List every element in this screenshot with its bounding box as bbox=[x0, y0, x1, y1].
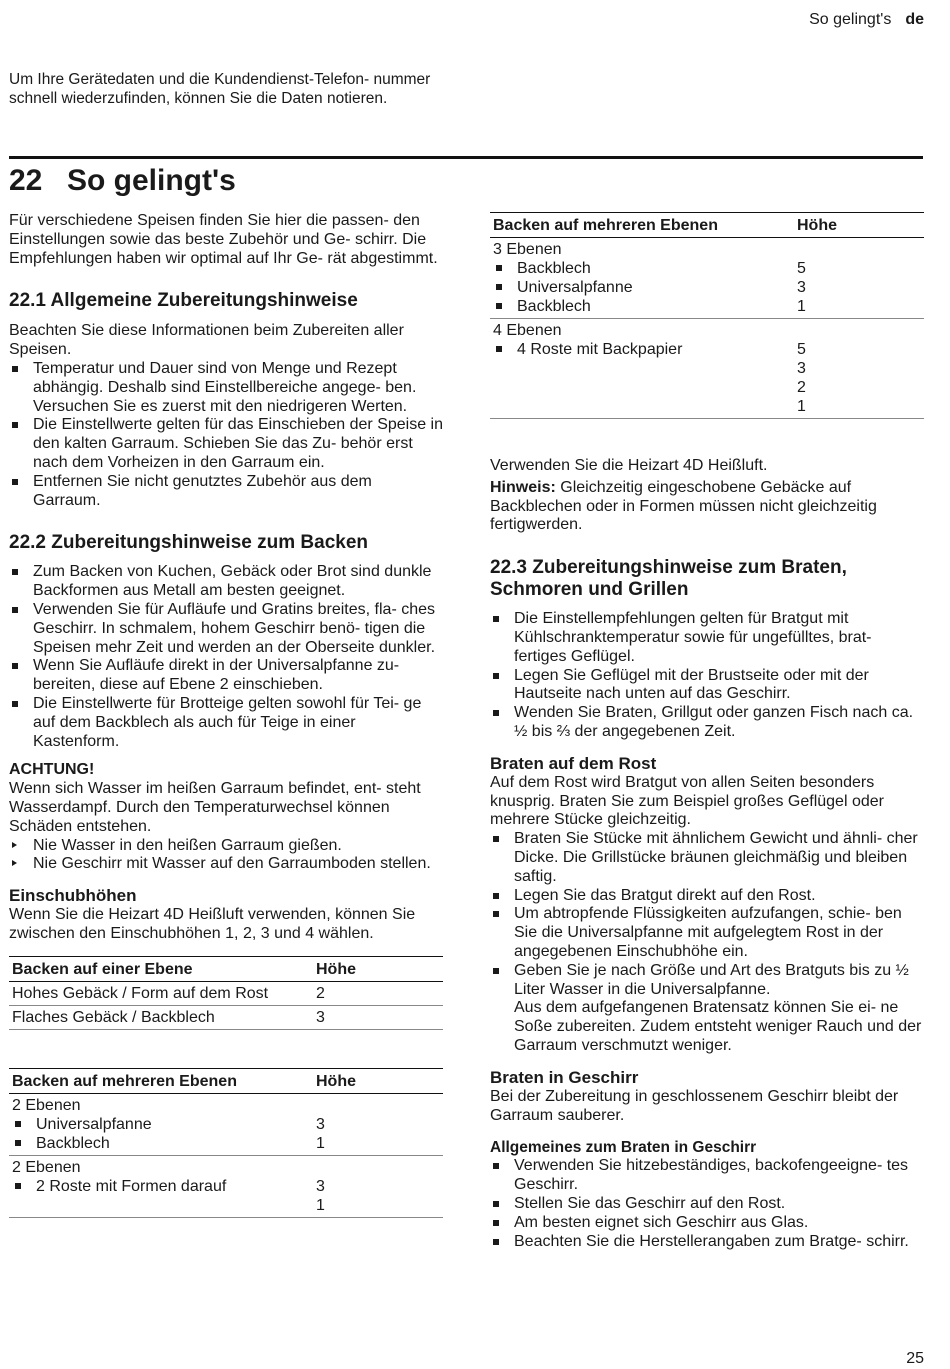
list-item: Verwenden Sie für Aufläufe und Gratins breites, fla- ches Geschirr. In schmalem, hohem Geschirr benö- tigen die Speisen mehr Zeit und werden an der Oberseite dunkler. bbox=[9, 601, 443, 657]
warning-text: Wenn sich Wasser im heißen Garraum befindet, ent- steht Wasserdampf. Durch den Temperaturwechsel können Schäden entstehen. bbox=[9, 780, 421, 835]
chapter-title bbox=[9, 162, 236, 200]
level-value: 3 bbox=[316, 1177, 325, 1195]
warning-list bbox=[9, 837, 443, 875]
table-cell bbox=[490, 238, 794, 319]
list-item: Backblech bbox=[493, 297, 791, 316]
table-row bbox=[490, 319, 924, 419]
geschirr-title: Braten in Geschirr bbox=[490, 1067, 639, 1087]
table-cell: Flaches Gebäck / Backblech bbox=[9, 1005, 313, 1029]
geschirr-subtitle: Allgemeines zum Braten in Geschirr bbox=[490, 1139, 757, 1157]
table-multi-level-b bbox=[490, 212, 924, 419]
list-item-text: Geben Sie je nach Größe und Art des Bratguts bis zu ½ Liter Wasser in die Universalpfanne. bbox=[514, 961, 909, 998]
rost-text: Auf dem Rost wird Bratgut von allen Seiten besonders knusprig. Braten Sie zum Beispiel großes Geflügel oder mehrere Stücke gleichzeitig. bbox=[490, 773, 884, 829]
table-multi-level-a bbox=[9, 1068, 443, 1218]
list-item: Legen Sie Geflügel mit der Brustseite oder mit der Hautseite nach unten auf das Geschirr. bbox=[490, 667, 924, 705]
table-header-cell: Höhe bbox=[313, 956, 443, 981]
level-value: 3 bbox=[797, 360, 806, 377]
table-cell: 2 bbox=[313, 981, 443, 1005]
level-value: 2 bbox=[797, 379, 806, 396]
chapter-number: 22 bbox=[9, 164, 43, 197]
left-column bbox=[9, 212, 443, 1218]
list-item bbox=[490, 962, 924, 1056]
section-22-3-list bbox=[490, 610, 924, 742]
table-row bbox=[9, 1005, 443, 1029]
section-22-3-title: 22.3 Zubereitungshinweise zum Braten, Schmoren und Grillen bbox=[490, 557, 847, 601]
hint-paragraph bbox=[490, 479, 924, 535]
list-item: Die Einstellwerte für Brotteige gelten sowohl für Tei- ge auf dem Backblech als auch für Teige in einer Kastenform. bbox=[9, 695, 443, 751]
table-cell bbox=[313, 1093, 443, 1155]
level-value: 5 bbox=[797, 260, 806, 277]
group-items bbox=[493, 340, 791, 359]
table-cell bbox=[9, 1155, 313, 1217]
einschub-text: Wenn Sie die Heizart 4D Heißluft verwenden, können Sie zwischen den Einschubhöhen 1, 2, 3 und 4 wählen. bbox=[9, 906, 416, 942]
section-22-2-title: 22.2 Zubereitungshinweise zum Backen bbox=[9, 532, 368, 554]
list-item-continuation: Aus dem aufgefangenen Bratensatz können Sie ei- ne Soße zubereiten. Zudem entsteht weniger Rauch und der Garraum verschmutzt weniger. bbox=[514, 999, 922, 1054]
table-header-cell: Backen auf mehreren Ebenen bbox=[490, 213, 794, 238]
group-name: 2 Ebenen bbox=[12, 1158, 81, 1176]
rost-title: Braten auf dem Rost bbox=[490, 753, 657, 773]
list-item: 2 Roste mit Formen darauf bbox=[12, 1177, 310, 1196]
table-cell bbox=[313, 1155, 443, 1217]
list-item: Entfernen Sie nicht genutztes Zubehör aus dem Garraum. bbox=[9, 473, 443, 511]
table-header-cell: Backen auf mehreren Ebenen bbox=[9, 1068, 313, 1093]
list-item: Universalpfanne bbox=[12, 1115, 310, 1134]
list-item: Stellen Sie das Geschirr auf den Rost. bbox=[490, 1195, 924, 1214]
list-item: Universalpfanne bbox=[493, 278, 791, 297]
intro-paragraph: Um Ihre Gerätedaten und die Kundendienst-Telefon- nummer schnell wiederzufinden, können Sie die Daten notieren. bbox=[9, 71, 431, 107]
group-items bbox=[493, 259, 791, 316]
group-name: 2 Ebenen bbox=[12, 1096, 81, 1114]
table-row bbox=[490, 238, 924, 319]
table-header-cell: Höhe bbox=[313, 1068, 443, 1093]
level-value: 1 bbox=[316, 1134, 325, 1152]
list-item: Backblech bbox=[12, 1134, 310, 1153]
list-item: Wenn Sie Aufläufe direkt in der Universalpfanne zu- bereiten, diese auf Ebene 2 einschieben. bbox=[9, 657, 443, 695]
section-22-2-list bbox=[9, 563, 443, 751]
chapter-title-text: So gelingt's bbox=[67, 164, 236, 197]
level-value: 1 bbox=[797, 398, 806, 415]
chapter-intro: Für verschiedene Speisen finden Sie hier die passen- den Einstellungen sowie das beste Zubehör und Ge- schirr. Die Empfehlungen haben wir optimal auf Ihr Ge- rät abgestimmt. bbox=[9, 212, 438, 267]
table-row bbox=[9, 981, 443, 1005]
chapter-rule bbox=[9, 156, 923, 159]
section-22-1-title: 22.1 Allgemeine Zubereitungshinweise bbox=[9, 290, 358, 312]
warning-item: Nie Wasser in den heißen Garraum gießen. bbox=[9, 837, 443, 856]
table-cell bbox=[794, 238, 924, 319]
running-header bbox=[809, 11, 924, 29]
geschirr-text: Bei der Zubereitung in geschlossenem Geschirr bleibt der Garraum sauberer. bbox=[490, 1087, 899, 1124]
list-item: Am besten eignet sich Geschirr aus Glas. bbox=[490, 1214, 924, 1233]
list-item: Beachten Sie die Herstellerangaben zum Bratge- schirr. bbox=[490, 1233, 924, 1252]
list-item: Temperatur und Dauer sind von Menge und Rezept abhängig. Deshalb sind Einstellbereiche angege- ben. Versuchen Sie es zuerst mit den niedrigeren Werten. bbox=[9, 360, 443, 416]
list-item: Die Einstellwerte gelten für das Einschieben der Speise in den kalten Garraum. Schieben Sie das Zu- behör erst nach dem Vorheizen in den Garraum ein. bbox=[9, 416, 443, 472]
list-item: 4 Roste mit Backpapier bbox=[493, 340, 791, 359]
section-22-1-text: Beachten Sie diese Informationen beim Zubereiten aller Speisen. bbox=[9, 322, 404, 359]
list-item: Um abtropfende Flüssigkeiten aufzufangen, schie- ben Sie die Universalpfanne mit aufgelegtem Rost in der angegebenen Einschubhöhe ein. bbox=[490, 905, 924, 961]
level-value: 3 bbox=[797, 279, 806, 296]
list-item: Backblech bbox=[493, 259, 791, 278]
hint-label: Hinweis: bbox=[490, 478, 556, 496]
level-value: 1 bbox=[316, 1196, 325, 1214]
table-row bbox=[9, 1155, 443, 1217]
level-value: 3 bbox=[316, 1115, 325, 1133]
table-cell: 3 bbox=[313, 1005, 443, 1029]
language-code: de bbox=[905, 11, 924, 28]
list-item: Wenden Sie Braten, Grillgut oder ganzen Fisch nach ca. ½ bis ⅔ der angegebenen Zeit. bbox=[490, 704, 924, 742]
table-cell bbox=[794, 319, 924, 419]
table-row bbox=[9, 1093, 443, 1155]
page-number: 25 bbox=[906, 1350, 924, 1367]
table-cell bbox=[490, 319, 794, 419]
geschirr-list bbox=[490, 1157, 924, 1251]
table-header-cell: Höhe bbox=[794, 213, 924, 238]
group-name: 3 Ebenen bbox=[493, 241, 562, 258]
einschub-title: Einschubhöhen bbox=[9, 886, 137, 906]
table-single-level bbox=[9, 956, 443, 1030]
table-cell bbox=[9, 1093, 313, 1155]
hint-text: Gleichzeitig eingeschobene Gebäcke auf Backblechen oder in Formen müssen nicht gleichzeitig fertigwerden. bbox=[490, 478, 877, 534]
section-22-1-list bbox=[9, 360, 443, 510]
list-item: Zum Backen von Kuchen, Gebäck oder Brot sind dunkle Backformen aus Metall am besten geeignet. bbox=[9, 563, 443, 601]
warning-title: ACHTUNG! bbox=[9, 761, 95, 779]
level-value: 1 bbox=[797, 298, 806, 315]
group-items bbox=[12, 1115, 310, 1153]
list-item: Legen Sie das Bratgut direkt auf den Rost. bbox=[490, 887, 924, 906]
heating-note: Verwenden Sie die Heizart 4D Heißluft. bbox=[490, 457, 768, 474]
group-items bbox=[12, 1177, 310, 1196]
table-header-cell: Backen auf einer Ebene bbox=[9, 956, 313, 981]
rost-list bbox=[490, 830, 924, 1056]
running-header-section: So gelingt's bbox=[809, 11, 892, 28]
list-item: Verwenden Sie hitzebeständiges, backofengeeigne- tes Geschirr. bbox=[490, 1157, 924, 1195]
level-value: 5 bbox=[797, 341, 806, 358]
table-cell: Hohes Gebäck / Form auf dem Rost bbox=[9, 981, 313, 1005]
list-item: Die Einstellempfehlungen gelten für Bratgut mit Kühlschranktemperatur sowie für ungefülltes, brat- fertiges Geflügel. bbox=[490, 610, 924, 666]
right-column bbox=[490, 212, 924, 1251]
list-item: Braten Sie Stücke mit ähnlichem Gewicht und ähnli- cher Dicke. Die Grillstücke bräunen gleichmäßig und bleiben saftig. bbox=[490, 830, 924, 886]
warning-item: Nie Geschirr mit Wasser auf den Garraumboden stellen. bbox=[9, 855, 443, 874]
group-name: 4 Ebenen bbox=[493, 322, 562, 339]
